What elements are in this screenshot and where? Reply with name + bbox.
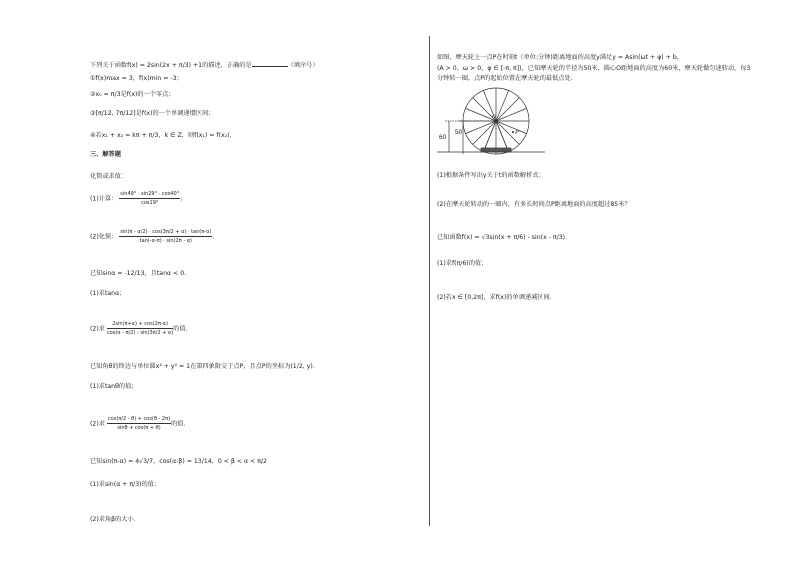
wheel-spoke — [496, 98, 519, 121]
fraction: $\frac{2\sin(\pi+\alpha) + \cos(2\pi-\alpha)}{\cos(\alpha - \pi/2) - \sin(3\pi/2 + \alpha)}$ — [106, 321, 174, 336]
ferris-problem-line-1: 如图，摩天轮上一点P在时刻t（单位:分钟)距离地面的高度y满足y = Asin(ωt + φ) + b， — [437, 54, 683, 61]
label-50: 50 — [455, 129, 463, 136]
function-part-1: (1)求f(π/6)的值； — [437, 260, 488, 267]
fraction: $\frac{\sin(\pi - \alpha/2) \cdot \cos(3\pi/2 + \alpha) \cdot \tan(\pi-\alpha)}{\tan(-\alpha-\pi) \cdot \sin(2\pi - \alpha)}$ — [120, 229, 212, 244]
option-4: ④若x₁ + x₂ = kπ + π/3，k ∈ Z，则f(x₁) = f(x₂). — [90, 132, 232, 139]
ferris-part-2: (2)在摩天轮转动的一圈内，有多长时间点P距离地面的高度超过85米？ — [437, 201, 631, 208]
ferris-wheel-figure — [437, 84, 547, 156]
simplify-part-2: (2)化简： $\frac{\sin(\pi - \alpha/2) \cdot \cos(3\pi/2 + \alpha) \cdot \tan(\pi-\alpha)}{\tan(-\alpha-\pi) \cdot \sin(2\pi - \alpha)}$ . — [90, 229, 215, 244]
function-part-2: (2)若x ∈ [0,2π]，求f(x)的单调递减区间. — [437, 294, 552, 301]
question-beta: 已知sin(π-α) = 4√3/7，cos(α-β) = 13/14，0 < β < α < π/2 — [90, 458, 267, 465]
question-beta-part-1: (1)求sin(α + π/3)的值； — [90, 481, 161, 488]
question-sin-alpha: 已知sinα = -12/13，且tanα < 0. — [90, 270, 187, 277]
ferris-problem-line-2: (A > 0，ω > 0，φ ∈ [-π, π])，已知摩天轮的半径为50米，圆心O距地面的高度为60米，摩天轮做匀速转动，每3 — [437, 65, 751, 72]
question-angle-part-1: (1)求tanθ的值； — [90, 383, 138, 390]
option-3: ③[π/12, 7π/12]是f(x)的一个单调递增区间； — [90, 110, 215, 117]
question-sin-part-2: (2)求 $\frac{2\sin(\pi+\alpha) + \cos(2\pi-\alpha)}{\cos(\alpha - \pi/2) - \sin(3\pi/2 + \alpha)}$ 的值. — [90, 321, 188, 336]
simplify-title: 化简或求值： — [90, 173, 128, 180]
section-heading: 三、解答题 — [90, 151, 121, 158]
label-O: O — [492, 114, 496, 120]
column-divider — [429, 36, 430, 526]
question-function-description: 下列关于函数f(x) = 2sin(2x + π/3) +1的描述，正确的是 （填序号） — [90, 62, 319, 69]
question-beta-part-2: (2)求角β的大小. — [90, 516, 136, 523]
point-P — [512, 131, 514, 133]
function-problem: 已知函数f(x) = √3sin(x + π/6) - sin(x - π/3). — [437, 234, 568, 241]
fraction: $\frac{\cos(\pi/2 - \theta) + \cos(\theta - 2\pi)}{\sin\theta + \cos(\pi + \theta)}$ — [107, 416, 171, 431]
option-2: ②x₀ = π/3是f(x)的一个零点； — [90, 91, 175, 98]
question-angle-theta: 已知角θ的终边与单位圆x² + y² = 1在第四象限交于点P，且点P的坐标为(1/2, y). — [90, 363, 315, 370]
base-platform — [481, 148, 511, 152]
label-P: P — [515, 130, 519, 136]
question-sin-part-1: (1)求tanα； — [90, 290, 126, 297]
simplify-part-1: (1)计算： $\frac{\sin 49^\circ \cdot \sin 29^\circ \cdot \cos 40^\circ}{\cos 19^\circ}$ ； — [90, 191, 187, 206]
ferris-part-1: (1)根据条件写出y关于t的函数解析式； — [437, 172, 545, 179]
answer-blank — [252, 60, 288, 67]
fraction: $\frac{\sin 49^\circ \cdot \sin 29^\circ \cdot \cos 40^\circ}{\cos 19^\circ}$ — [120, 191, 180, 206]
label-60: 60 — [439, 134, 447, 141]
option-1: ①f(x)max = 3，f(x)min = -3； — [90, 75, 183, 82]
ferris-problem-line-3: 分钟转一圈，点P的起始位置在摩天轮的最低点处. — [437, 75, 573, 82]
wheel-spoke — [473, 121, 496, 144]
question-angle-part-2: (2)求 $\frac{\cos(\pi/2 - \theta) + \cos(\theta - 2\pi)}{\sin\theta + \cos(\pi + \theta)}$ 的值. — [90, 416, 186, 431]
